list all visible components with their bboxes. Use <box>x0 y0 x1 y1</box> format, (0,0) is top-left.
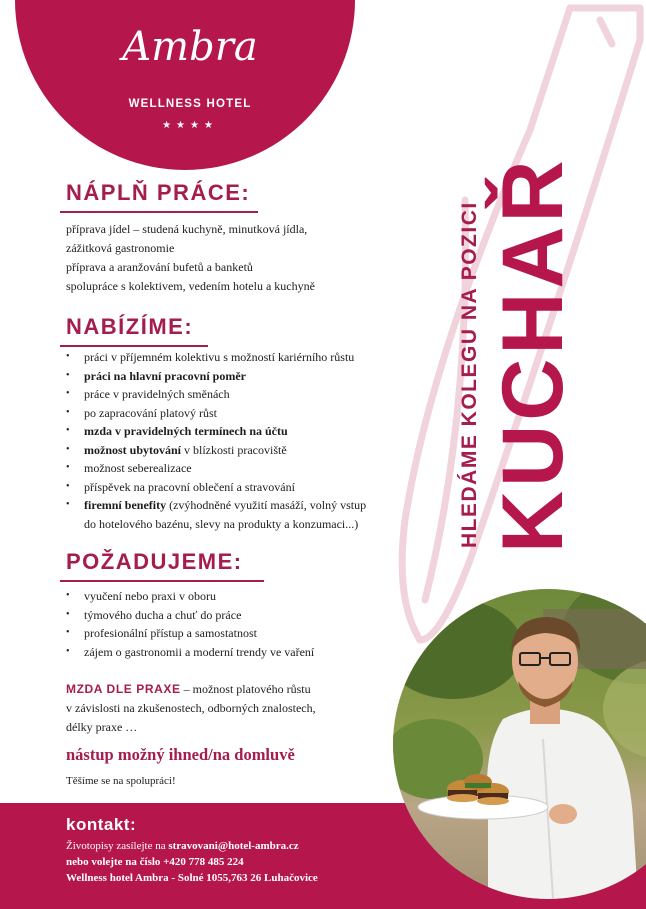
napln-line: příprava jídel – studená kuchyně, minutková jídla, <box>66 222 308 236</box>
heading-underline <box>60 580 264 582</box>
list-item: • týmového ducha a chuť do práce <box>66 606 314 625</box>
list-item: • možnost seberealizace <box>66 459 366 478</box>
vertical-subtitle: HLEDÁME KOLEGU NA POZICI <box>458 201 481 548</box>
list-item: • zájem o gastronomii a moderní trendy ve vaření <box>66 643 314 662</box>
contact-heading: kontakt: <box>66 815 137 834</box>
nabizime-heading: NABÍZÍME: <box>66 314 194 339</box>
list-item: • vyučení nebo praxi v oboru <box>66 587 314 606</box>
hotel-logo-subtitle: WELLNESS HOTEL <box>128 98 252 110</box>
list-item: • možnost ubytování v blízkosti pracoviště <box>66 441 366 460</box>
list-item: • firemní benefity (zvýhodněné využití masáží, volný vstup do hotelového bazénu, slevy na produkty a konzumaci...) <box>66 496 366 533</box>
nabizime-list <box>66 348 366 533</box>
contact-address: Wellness hotel Ambra - Solné 1055,763 26 Luhačovice <box>66 872 318 884</box>
hotel-logo: Ambra <box>122 24 258 70</box>
contact-phone: nebo volejte na číslo +420 778 485 224 <box>66 856 244 868</box>
list-item: • profesionální přístup a samostatnost <box>66 624 314 643</box>
list-item: • mzda v pravidelných termínech na účtu <box>66 422 366 441</box>
mzda-text: MZDA DLE PRAXE – možnost platového růstu v závislosti na zkušenostech, odborných znalostech, délky praxe … <box>66 682 316 734</box>
list-item: • po zapracování platový růst <box>66 404 366 423</box>
list-item: • práci v příjemném kolektivu s možností kariérního růstu <box>66 348 366 367</box>
napln-line: zážitková gastronomie <box>66 241 175 255</box>
heading-underline <box>60 211 258 213</box>
list-item: • práci na hlavní pracovní poměr <box>66 367 366 386</box>
hotel-star-rating: ★★★★ <box>162 120 218 131</box>
mzda-label: MZDA DLE PRAXE <box>66 682 181 696</box>
nastup-note: nástup možný ihned/na domluvě <box>66 745 295 764</box>
napln-prace-text <box>66 220 315 296</box>
napln-line: spolupráce s kolektivem, vedením hotelu a kuchyně <box>66 279 315 293</box>
contact-email-link[interactable]: stravovani@hotel-ambra.cz <box>168 840 299 852</box>
list-item: • práce v pravidelných směnách <box>66 385 366 404</box>
contact-details: Životopisy zasílejte na stravovani@hotel-ambra.cz nebo volejte na číslo +420 778 485 224 Wellness hotel Ambra - Solné 1055,763 26 Luhačovice <box>66 840 318 884</box>
napln-line: příprava a aranžování bufetů a banketů <box>66 260 253 274</box>
list-item: • příspěvek na pracovní oblečení a stravování <box>66 478 366 497</box>
closing-line: Těšíme se na spolupráci! <box>66 775 176 787</box>
vertical-job-title: KUCHAŘ <box>485 156 581 553</box>
pozadujeme-list <box>66 587 314 661</box>
heading-underline <box>60 345 208 347</box>
napln-prace-heading: NÁPLŇ PRÁCE: <box>66 180 251 205</box>
pozadujeme-heading: POŽADUJEME: <box>66 549 243 574</box>
